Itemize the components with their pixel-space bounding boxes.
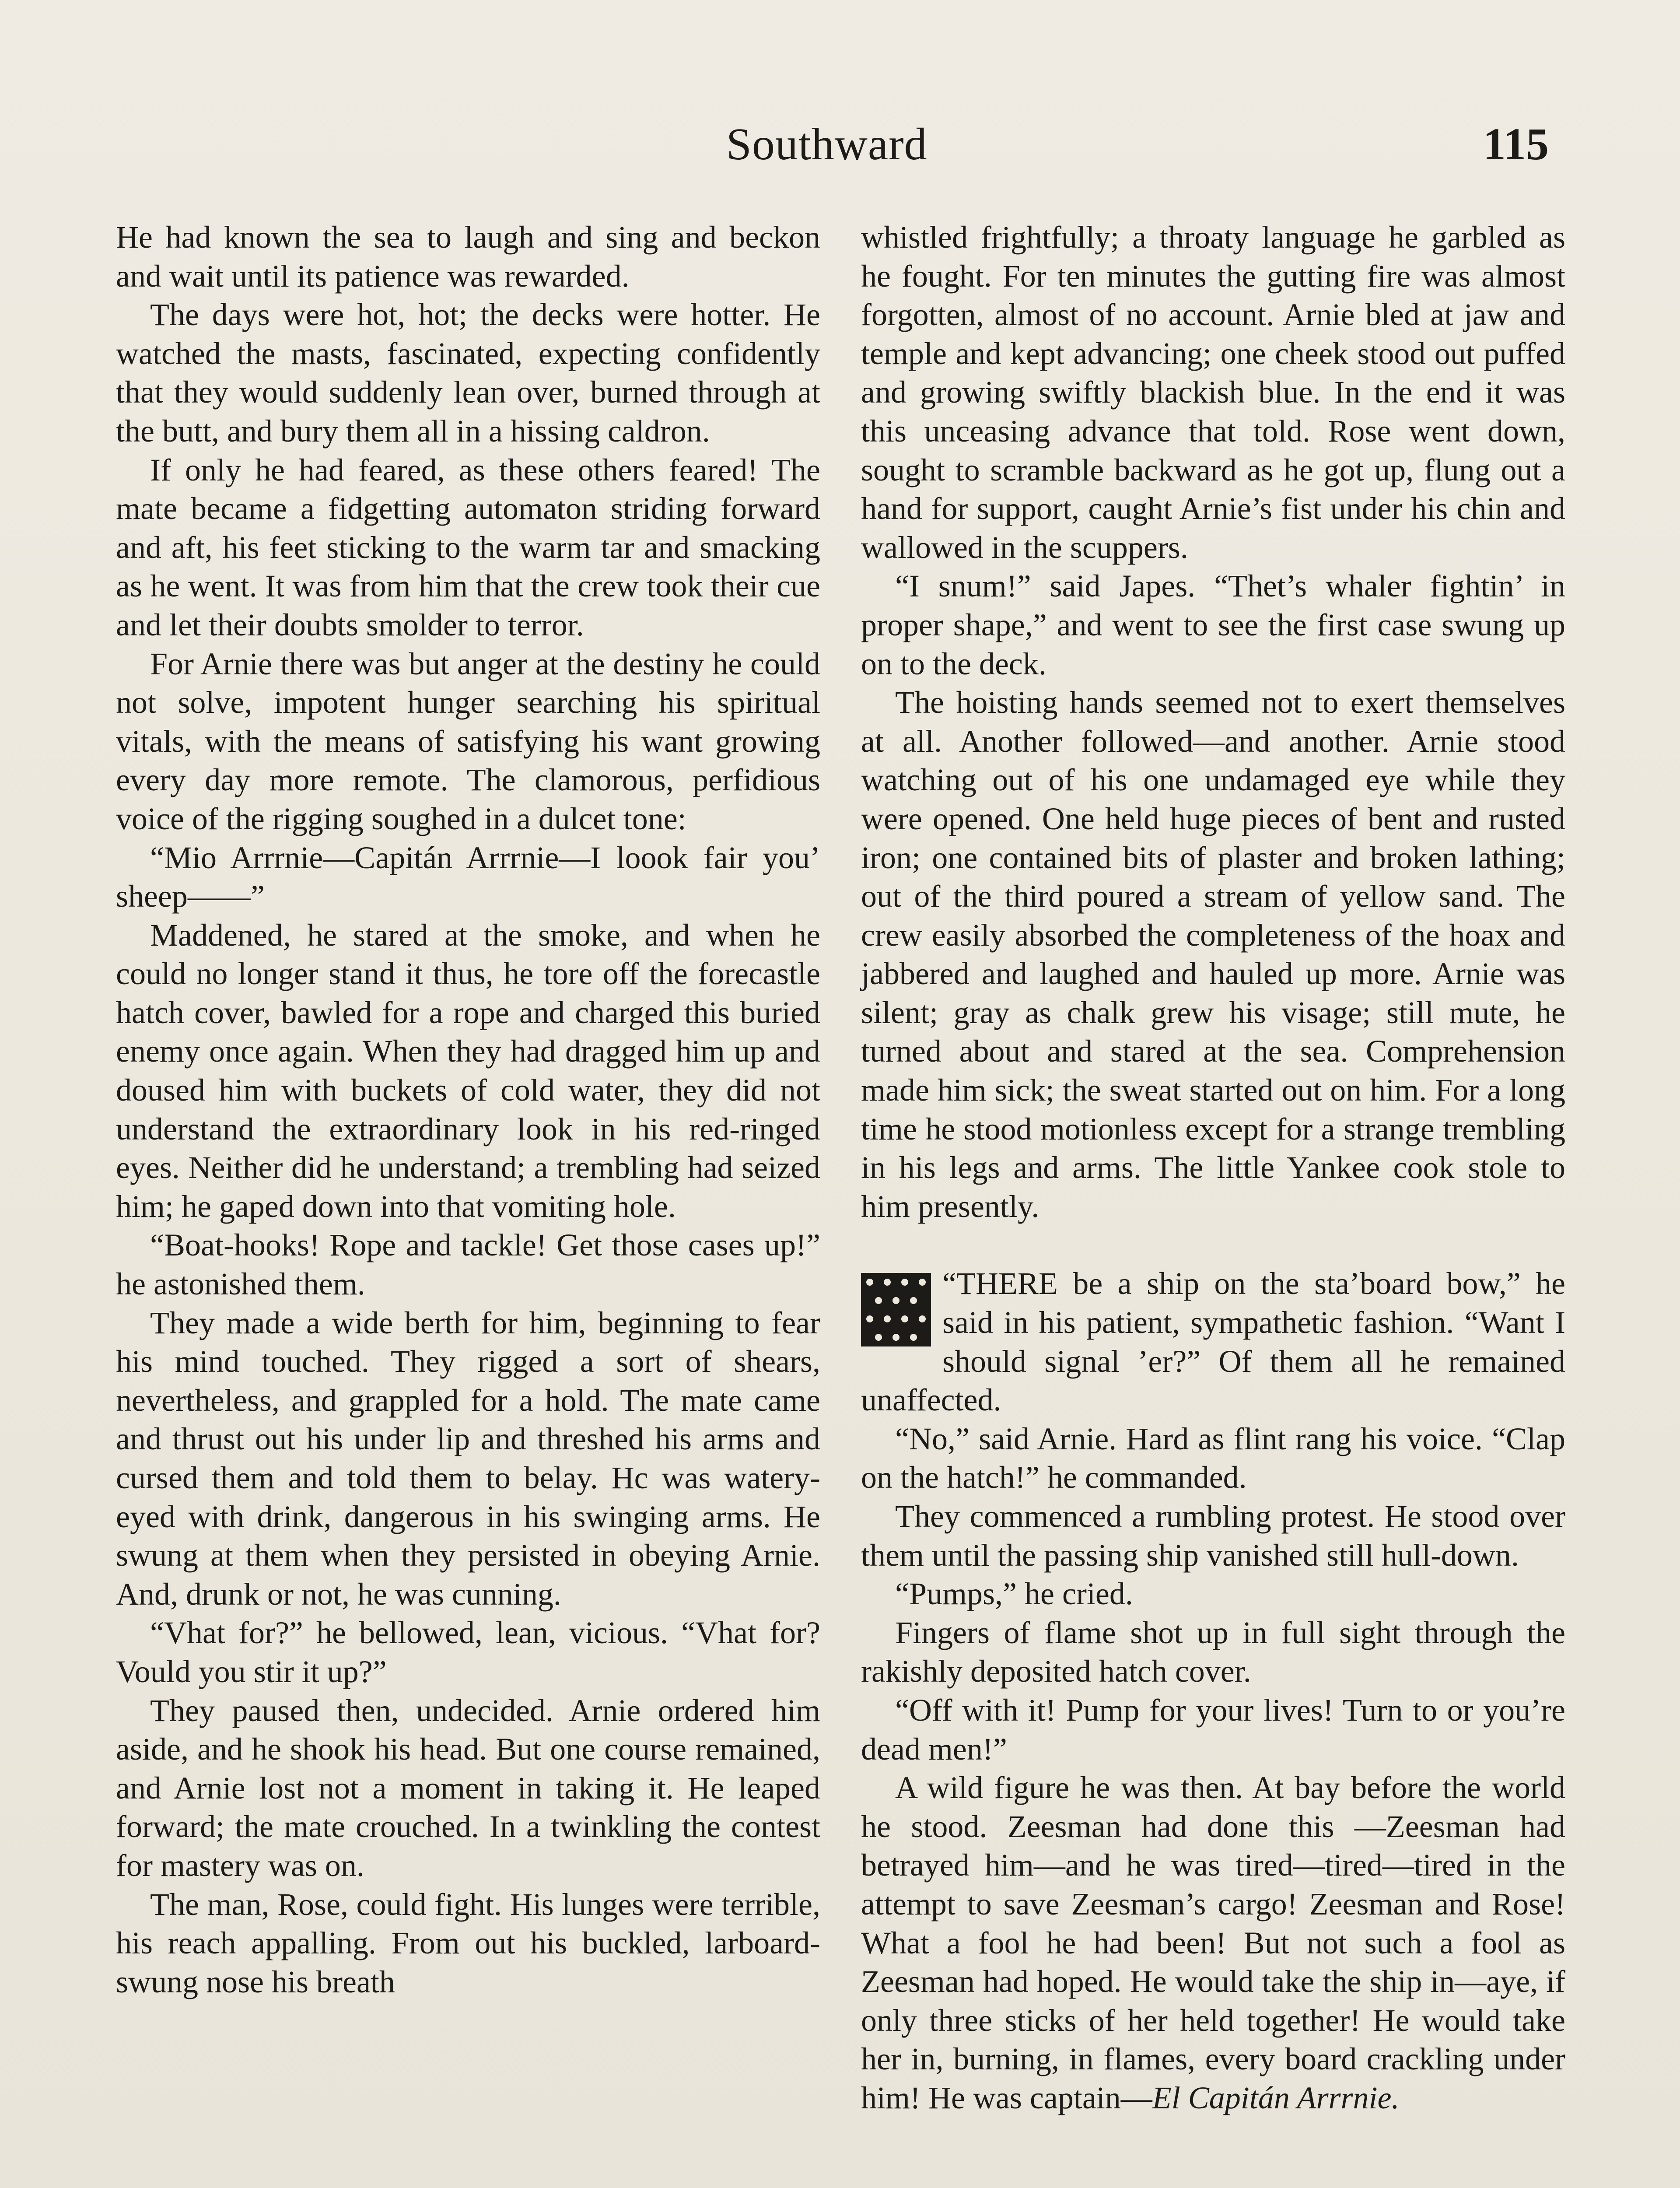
paragraph-final (861, 1768, 1565, 2117)
paragraph: He had known the sea to laugh and sing and beckon and wait until its patience was rewarded. (116, 220, 820, 294)
paragraph: “Vhat for?” he bellowed, lean, vicious. “Vhat for? Vould you stir it up?” (116, 1615, 820, 1689)
paragraph: “Boat-hooks! Rope and tackle! Get those cases up!” he astonished them. (116, 1227, 820, 1302)
paragraph: The man, Rose, could fight. His lunges were terrible, his reach appalling. From out his buckled, larboard-swung nose his breath (116, 1886, 820, 1999)
paragraph: The days were hot, hot; the decks were hotter. He watched the masts, fascinated, expecting confidently that they would suddenly lean over, burned through at the butt, and bury them all in a hissing caldron. (116, 297, 820, 449)
right-text-column (861, 218, 1565, 2118)
paragraph: They paused then, undecided. Arnie ordered him aside, and he shook his head. But one course remained, and Arnie lost not a moment in taking it. He leaped forward; the mate crouched. In a twinkling the contest for mastery was on. (116, 1693, 820, 1883)
paragraph: Maddened, he stared at the smoke, and when he could no longer stand it thus, he tore off the forecastle hatch cover, bawled for a rope and charged this buried enemy once again. When they had dragged him up and doused him with buckets of cold water, they did not understand the extraordinary look in his red-ringed eyes. Neither did he understand; a trembling had seized him; he gaped down into that vomiting hole. (116, 917, 820, 1224)
paragraph: They made a wide berth for him, beginning to fear his mind touched. They rigged a sort of shears, nevertheless, and grappled for a hold. The mate came and thrust out his under lip and threshed his arms and cursed them and told them to belay. Hc was watery-eyed with drink, dangerous in his swinging arms. He swung at them when they persisted in obeying Arnie. And, drunk or not, he was cunning. (116, 1305, 820, 1612)
paragraph: “No,” said Arnie. Hard as flint rang his voice. “Clap on the hatch!” he commanded. (861, 1421, 1565, 1495)
paragraph: Fingers of flame shot up in full sight through the rakishly deposited hatch cover. (861, 1615, 1565, 1689)
paragraph: If only he had feared, as these others feared! The mate became a fidgetting automaton striding forward and aft, his feet sticking to the warm tar and smacking as he went. It was from him that the crew took their cue and let their doubts smolder to terror. (116, 452, 820, 642)
paragraph: “I snum!” said Japes. “Thet’s whaler fightin’ in proper shape,” and went to see the first case swung up on to the deck. (861, 568, 1565, 681)
section-break (861, 1226, 1565, 1264)
page-number: 115 (1483, 119, 1549, 169)
paragraph: whistled frightfully; a throaty language he garbled as he fought. For ten minutes the gutting fire was almost forgotten, almost of no account. Arnie bled at jaw and temple and kept advancing; one cheek stood out puffed and growing swiftly blackish blue. In the end it was this unceasing advance that told. Rose went down, sought to scramble backward as he got up, flung out a hand for support, caught Arnie’s fist under his chin and wallowed in the scuppers. (861, 220, 1565, 565)
closing-italic: El Capitán Arrrnie. (1152, 2080, 1400, 2115)
paragraph: “Off with it! Pump for your lives! Turn to or you’re dead men!” (861, 1692, 1565, 1767)
paragraph: “Mio Arrrnie—Capitán Arrrnie—I loook fair you’ sheep——” (116, 840, 820, 914)
paragraph-drop-ornament: “THERE be a ship on the sta’board bow,” he said in his patient, sympathetic fashion. “Want I should signal ’er?” Of them all he remained unaffected. (861, 1266, 1565, 1418)
paragraph: The hoisting hands seemed not to exert themselves at all. Another followed—and another. Arnie stood watching out of his one undamaged eye while they were opened. One held huge pieces of bent and rusted iron; one contained bits of plaster and broken lathing; out of the third poured a stream of yellow sand. The crew easily absorbed the completeness of the hoax and jabbered and laughed and hauled up more. Arnie was silent; gray as chalk grew his visage; still mute, he turned about and stared at the sea. Comprehension made him sick; the sweat started out on him. For a long time he stood motionless except for a strange trembling in his legs and arms. The little Yankee cook stole to him presently. (861, 685, 1565, 1224)
paragraph: They commenced a rumbling protest. He stood over them until the passing ship vanished still hull-down. (861, 1499, 1565, 1573)
left-text-column (116, 218, 820, 2001)
paragraph: “Pumps,” he cried. (895, 1576, 1133, 1612)
paragraph: For Arnie there was but anger at the destiny he could not solve, impotent hunger searching his spiritual vitals, with the means of satisfying his want growing every day more remote. The clamorous, perfidious voice of the rigging soughed in a dulcet tone: (116, 646, 820, 836)
running-header-title: Southward (726, 119, 928, 169)
paragraph-final-text: A wild figure he was then. At bay before the world he stood. Zeesman had done this —Zeesman had betrayed him—and he was tired—tired—tired in the attempt to save Zeesman’s cargo! Zeesman and Rose! What a fool he had been! But not such a fool as Zeesman had hoped. He would take the ship in—aye, if only three sticks of her held together! He would take her in, burning, in flames, every board crackling under him! He was captain— (861, 1770, 1565, 2115)
checkered-ornament-icon (861, 1273, 931, 1346)
